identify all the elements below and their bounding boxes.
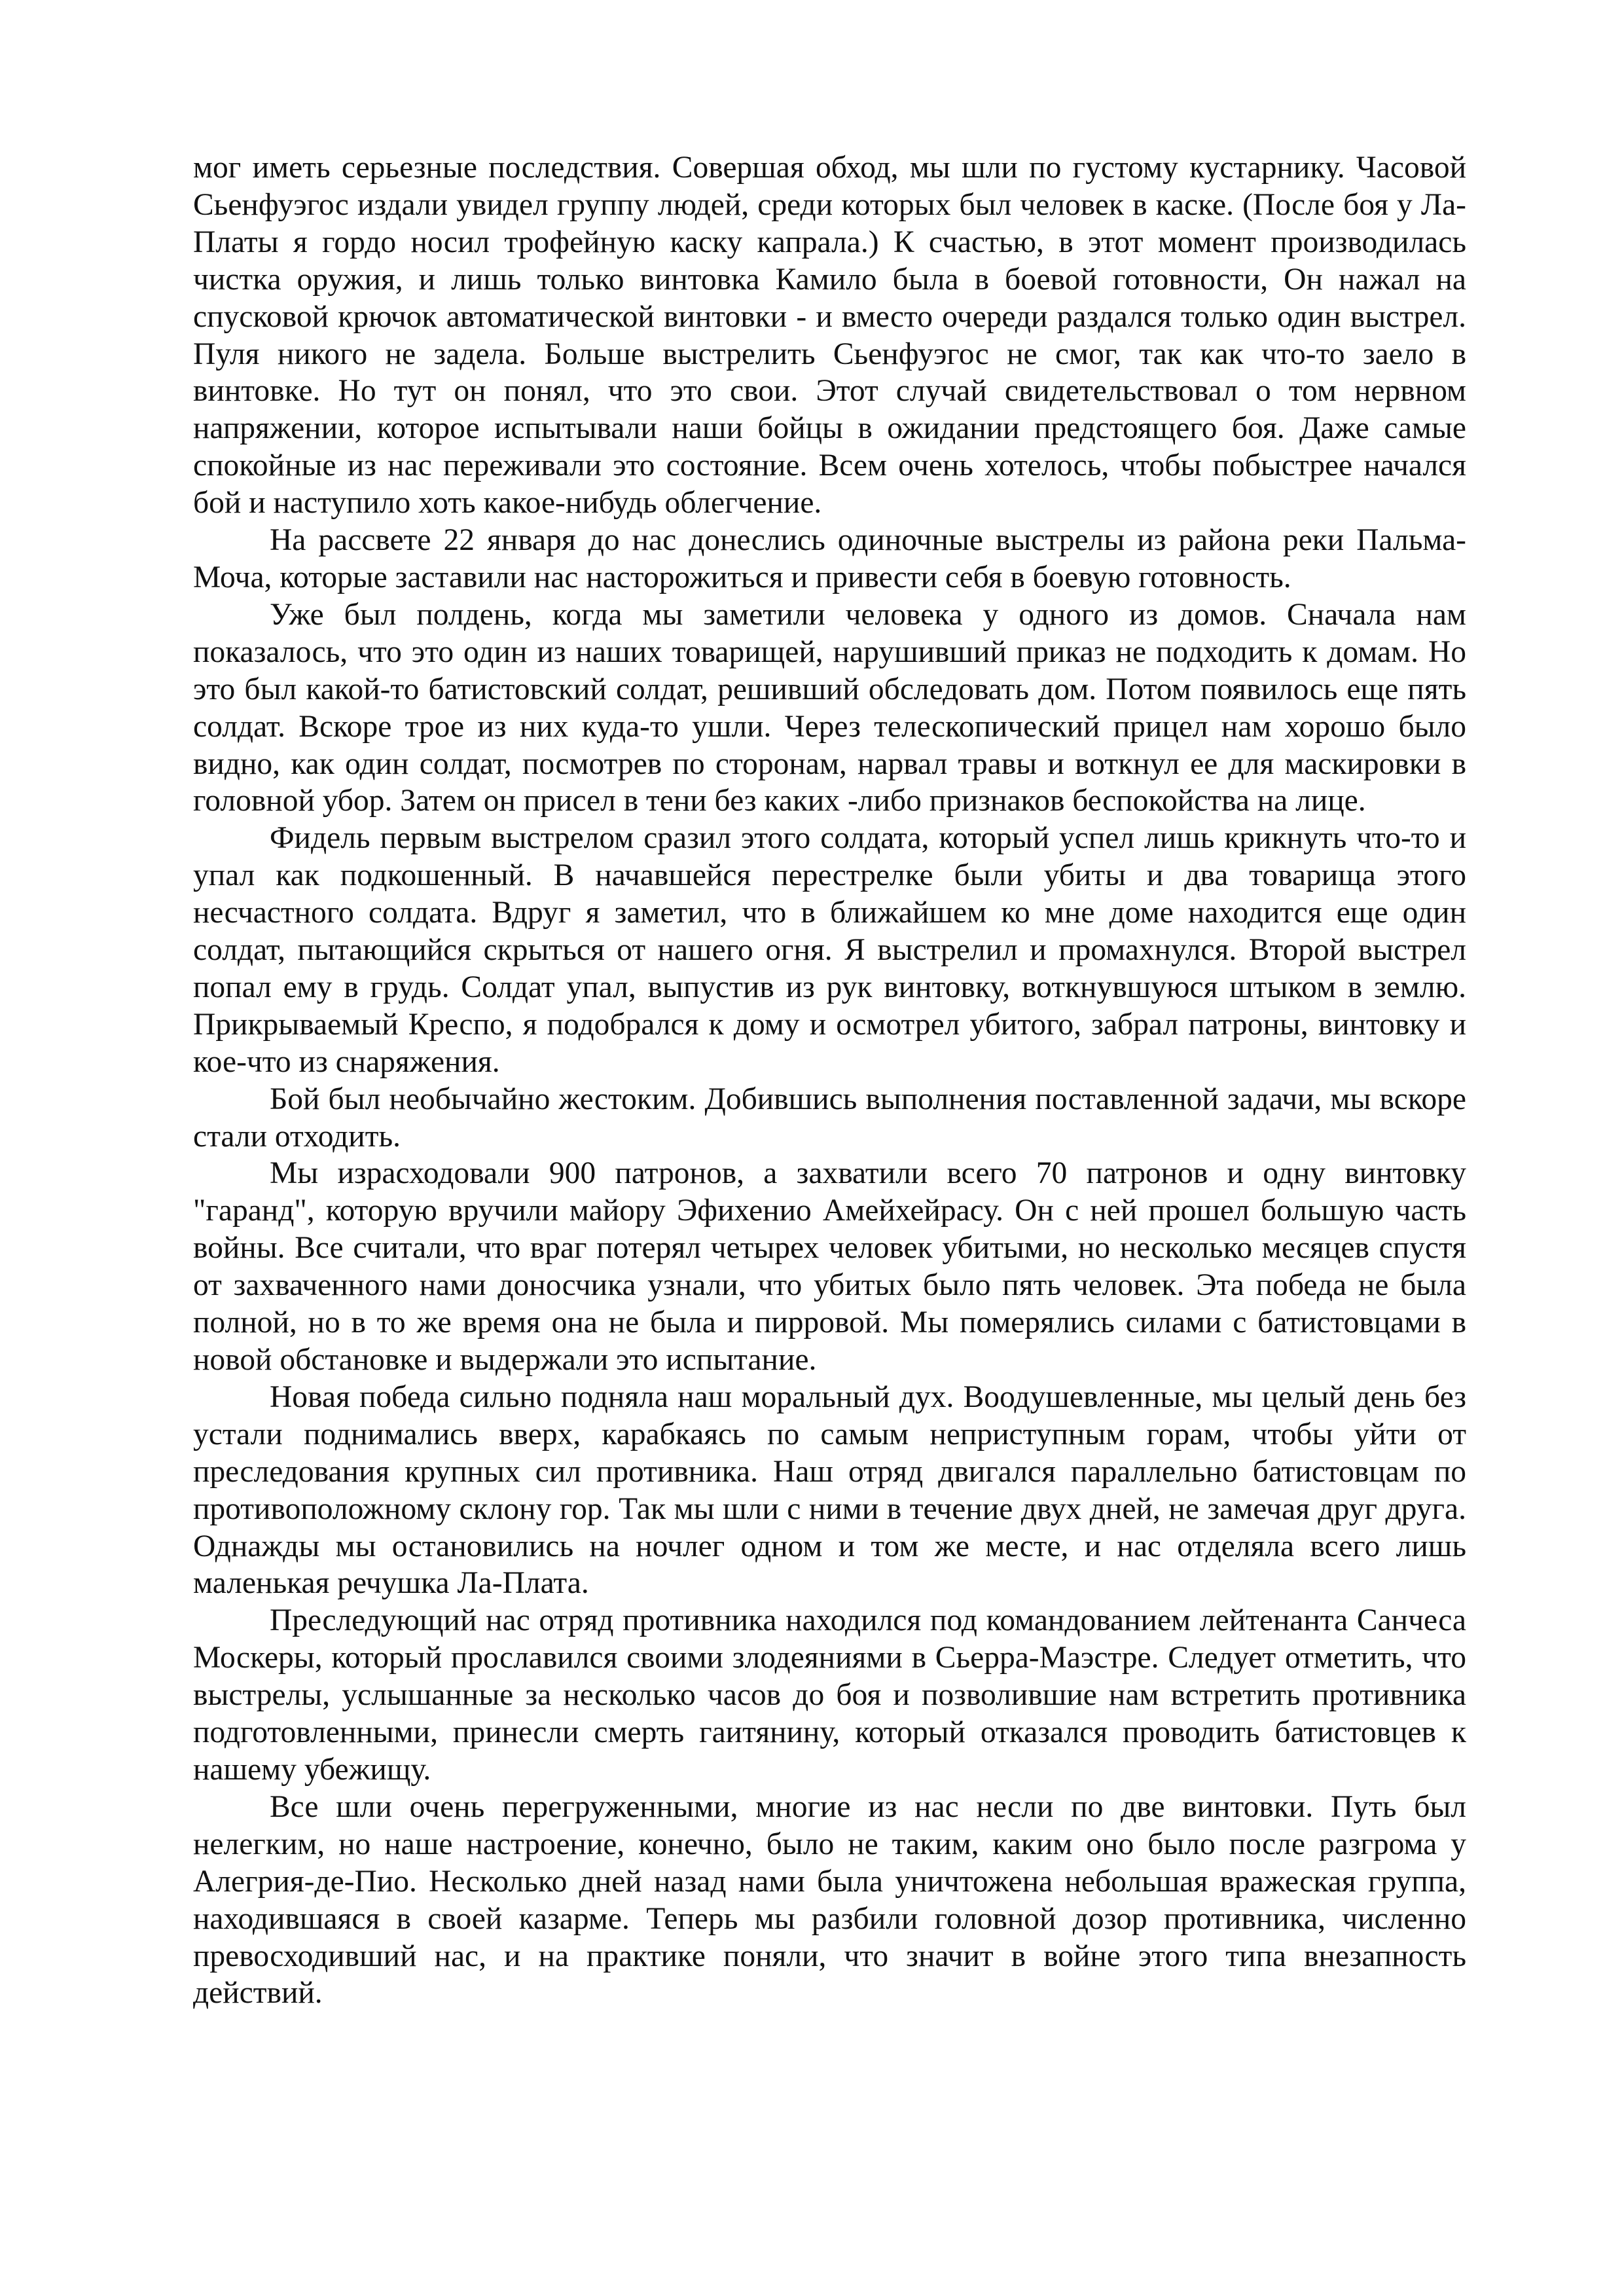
paragraph: Фидель первым выстрелом сразил этого солдата, который успел лишь крикнуть что-то и упал как подкошенный. В начавшейся перестрелке были убиты и два товарища этого несчастного солдата. Вдруг я заметил, что в ближайшем ко мне доме находится еще один солдат, пытающийся скрыться от нашего огня. Я выстрелил и промахнулся. Второй выстрел попал ему в грудь. Солдат упал, выпустив из рук винтовку, воткнувшуюся штыком в землю. Прикрываемый Креспо, я подобрался к дому и осмотрел убитого, забрал патроны, винтовку и кое-что из снаряжения. <box>193 821 1466 1079</box>
paragraph: Новая победа сильно подняла наш моральный дух. Воодушевленные, мы целый день без устали поднимались вверх, карабкаясь по самым неприступным горам, чтобы уйти от преследования крупных сил противника. Наш отряд двигался параллельно батистовцам по противоположному склону гор. Так мы шли с ними в течение двух дней, не замечая друг друга. Однажды мы остановились на ночлег одном и том же месте, и нас отделяла всего лишь маленькая речушка Ла-Плата. <box>193 1379 1466 1601</box>
paragraph: Мы израсходовали 900 патронов, а захватили всего 70 патронов и одну винтовку "гаранд", которую вручили майору Эфихенио Амейхейрасу. Он с ней прошел большую часть войны. Все считали, что враг потерял четырех человек убитыми, но несколько месяцев спустя от захваченного нами доносчика узнали, что убитых было пять человек. Эта победа не была полной, но в то же время она не была и пирровой. Мы померялись силами с батистовцами в новой обстановке и выдержали это испытание. <box>193 1156 1466 1377</box>
paragraph-continuation: мог иметь серьезные последствия. Совершая обход, мы шли по густому кустарнику. Часовой Сьенфуэгос издали увидел группу людей, среди которых был человек в каске. (После боя у Ла-Платы я гордо носил трофейную каску капрала.) К счастью, в этот момент производилась чистка оружия, и лишь только винтовка Камило была в боевой готовности, Он нажал на спусковой крючок автоматической винтовки - и вместо очереди раздался только один выстрел. Пуля никого не задела. Больше выстрелить Сьенфуэгос не смог, так как что-то заело в винтовке. Но тут он понял, что это свои. Этот случай свидетельствовал о том нервном напряжении, которое испытывали наши бойцы в ожидании предстоящего боя. Даже самые спокойные из нас переживали это состояние. Всем очень хотелось, чтобы побыстрее начался бой и наступило хоть какое-нибудь облегчение. <box>193 151 1466 520</box>
paragraph: Все шли очень перегруженными, многие из нас несли по две винтовки. Путь был нелегким, но наше настроение, конечно, было не таким, каким оно было после разгрома у Алегрия-де-Пио. Несколько дней назад нами была уничтожена небольшая вражеская группа, находившаяся в своей казарме. Теперь мы разбили головной дозор противника, численно превосходивший нас, и на практике поняли, что значит в войне этого типа внезапность действий. <box>193 1789 1466 2011</box>
paragraph: Преследующий нас отряд противника находился под командованием лейтенанта Санчеса Москеры, который прославился своими злодеяниями в Сьерра-Маэстре. Следует отметить, что выстрелы, услышанные за несколько часов до боя и позволившие нам встретить противника подготовленными, принесли смерть гаитянину, который отказался проводить батистовцев к нашему убежищу. <box>193 1603 1466 1787</box>
body-text <box>193 149 1466 2012</box>
paragraph: Бой был необычайно жестоким. Добившись выполнения поставленной задачи, мы вскоре стали отходить. <box>193 1082 1466 1154</box>
paragraph: На рассвете 22 января до нас донеслись одиночные выстрелы из района реки Пальма-Моча, которые заставили нас насторожиться и привести себя в боевую готовность. <box>193 523 1466 594</box>
paragraph: Уже был полдень, когда мы заметили человека у одного из домов. Сначала нам показалось, что это один из наших товарищей, нарушивший приказ не подходить к домам. Но это был какой-то батистовский солдат, решивший обследовать дом. Потом появилось еще пять солдат. Вскоре трое из них куда-то ушли. Через телескопический прицел нам хорошо было видно, как один солдат, посмотрев по сторонам, нарвал травы и воткнул ее для маскировки в головной убор. Затем он присел в тени без каких -либо признаков беспокойства на лице. <box>193 597 1466 818</box>
